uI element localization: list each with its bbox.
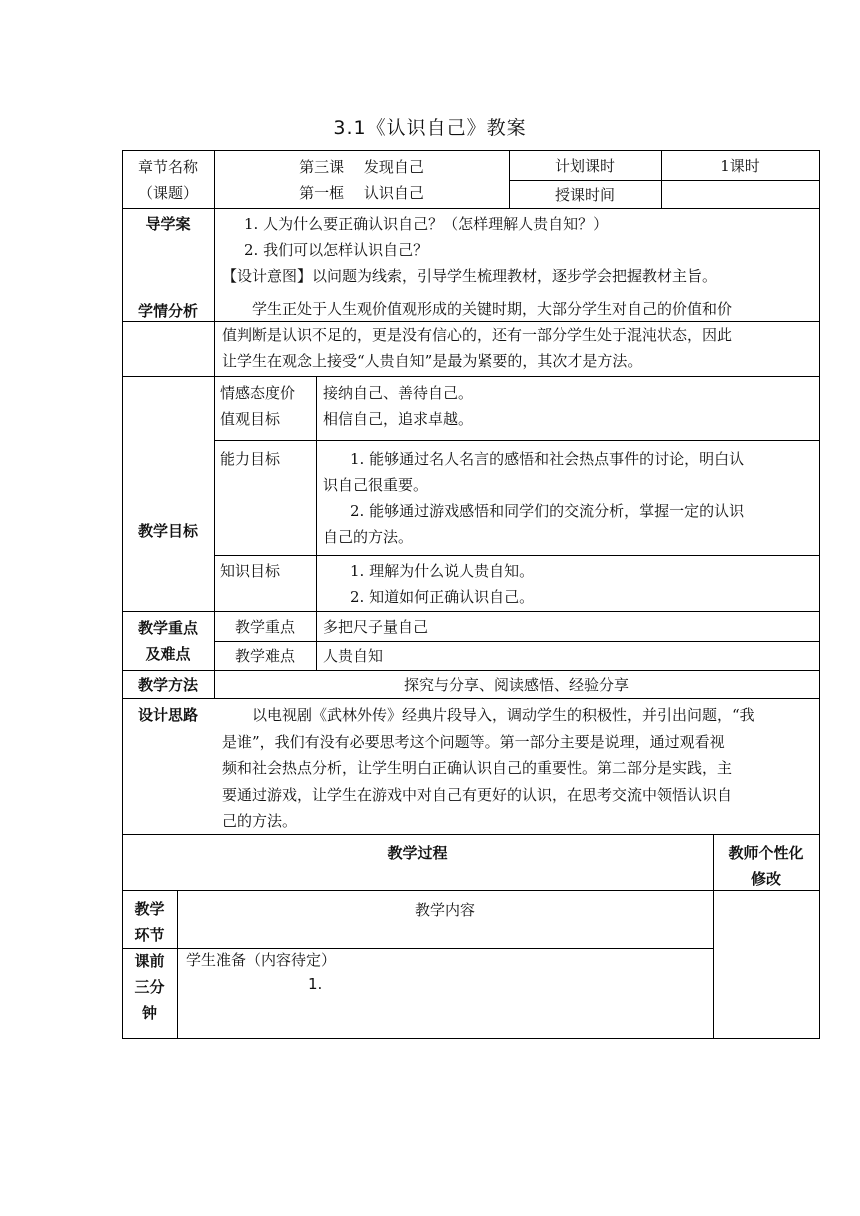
- emotion-objective-content: 接纳自己、善待自己。 相信自己，追求卓越。: [323, 384, 474, 428]
- pre-class-content: 学生准备（内容待定） 1.: [186, 948, 711, 996]
- document-title: 3.1《认识自己》教案: [333, 117, 527, 139]
- ability-objective-content: 1. 能够通过名人名言的感悟和社会热点事件的讨论，明白认 识自己很重要。 2. 能够通过游戏感悟和同学们的交流分析，掌握一定的认识 自己的方法。: [323, 450, 745, 546]
- method-value: 探究与分享、阅读感悟、经验分享: [403, 676, 629, 694]
- difficulty-value: 人贵自知: [323, 647, 384, 665]
- process-label: 教学过程: [387, 844, 448, 862]
- method-label: 教学方法: [137, 676, 198, 694]
- design-label: 设计思路: [137, 706, 198, 724]
- stage-label: 教学 环节: [134, 900, 165, 944]
- emotion-objective-label: 情感态度价 值观目标: [220, 384, 296, 428]
- planned-hours-value: 1课时: [720, 157, 760, 175]
- teacher-revision-label: 教师个性化 修改: [728, 844, 804, 888]
- objectives-label: 教学目标: [137, 522, 198, 540]
- knowledge-objective-content: 1. 理解为什么说人贵自知。 2. 知道如何正确认识自己。: [350, 562, 535, 606]
- teaching-time-label: 授课时间: [554, 186, 615, 204]
- guide-content: 1. 人为什么要正确认识自己？（怎样理解人贵自知？） 2. 我们可以怎样认识自己？ 【设计意图】以问题为线索，引导学生梳理教材，逐步学会把握教材主旨。: [222, 215, 718, 285]
- pre-class-item: 1.: [308, 975, 323, 993]
- pre-class-label: 课前 三分 钟: [134, 952, 165, 1022]
- focus-label: 教学重点: [234, 618, 295, 636]
- lesson-name: 第三课 发现自己 第一框 认识自己: [299, 158, 424, 202]
- difficulty-label: 教学难点: [234, 647, 295, 665]
- guide-label: 导学案: [145, 215, 191, 233]
- planned-hours-label: 计划课时: [554, 157, 615, 175]
- keypoints-label: 教学重点 及难点: [137, 619, 198, 663]
- content-label: 教学内容: [414, 901, 475, 919]
- ability-objective-label: 能力目标: [220, 450, 281, 468]
- focus-value: 多把尺子量自己: [323, 618, 429, 636]
- analysis-label: 学情分析: [137, 302, 198, 320]
- chapter-label: 章节名称 （课题）: [137, 158, 198, 202]
- design-content: 以电视剧《武林外传》经典片段导入，调动学生的积极性，并引出问题，“我 是谁”，我们有没有必要思考这个问题等。第一部分主要是说理，通过观看视 频和社会热点分析，让学生明白正确认识自己的重要性。第二部分是实践，主 要通过游戏，让学生在游戏中对自己有更好的认识，在思考交流中领悟认识自 己的方法。: [222, 706, 755, 830]
- analysis-content: 学生正处于人生观价值观形成的关键时期，大部分学生对自己的价值和价 值判断是认识不足的，更是没有信心的，还有一部分学生处于混沌状态，因此 让学生在观念上接受“人贵自知”是最为紧要的，其次才是方法。: [222, 300, 733, 370]
- knowledge-objective-label: 知识目标: [220, 562, 281, 580]
